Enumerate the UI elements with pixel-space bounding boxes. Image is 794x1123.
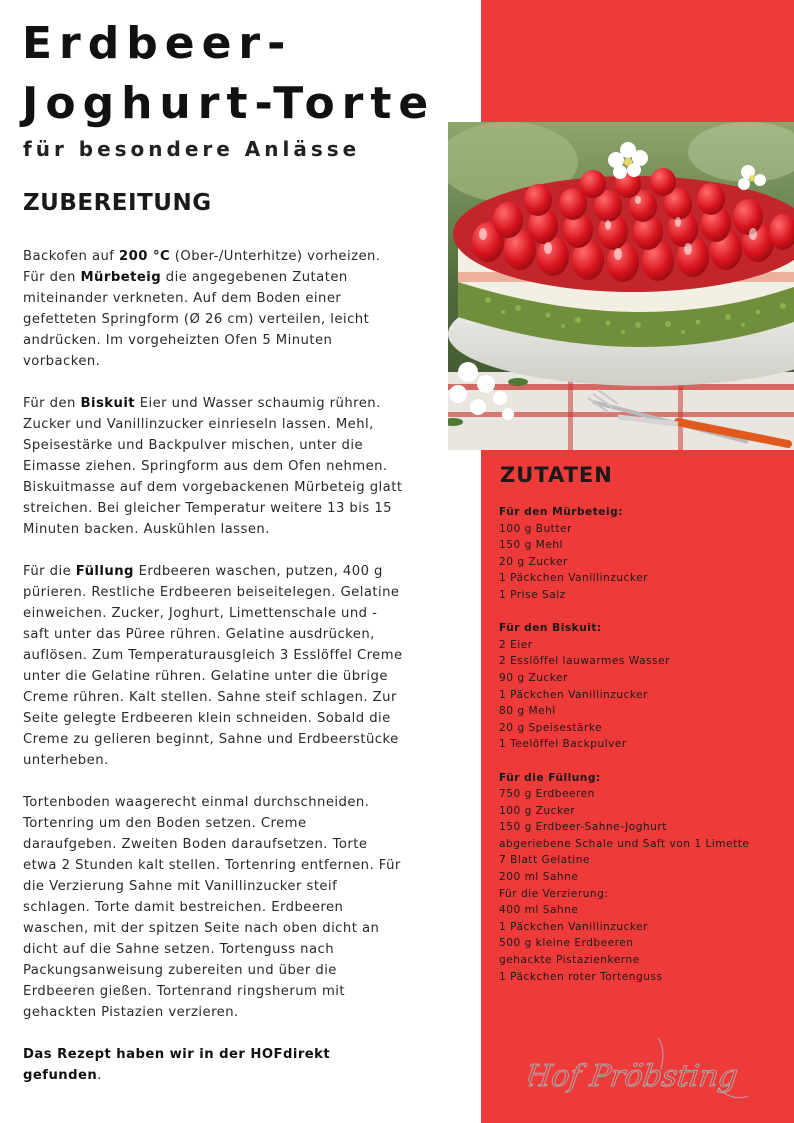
ingredient-item: 2 Eier: [499, 638, 533, 651]
ingredient-item: 1 Teelöffel Backpulver: [499, 738, 627, 751]
keyword-biskuit: Biskuit: [80, 396, 136, 411]
preparation-paragraph-biskuit: [23, 393, 403, 540]
ingredient-item: 1 Päckchen Vanillinzucker: [499, 572, 648, 585]
ingredient-group-fuellung: [499, 770, 789, 986]
ingredient-item: 150 g Erdbeer-Sahne-Joghurt: [499, 821, 667, 834]
ingredient-item: 100 g Butter: [499, 522, 572, 535]
source-note-bold: Das Rezept haben wir in der HOFdirekt gefunden: [23, 1047, 331, 1083]
title-line-1: Erdbeer-: [22, 18, 293, 69]
strawberry-cake-photo: [448, 122, 794, 450]
signature-text: Hof Pröbsting: [528, 1059, 740, 1094]
hof-proebsting-signature: [528, 1030, 758, 1110]
text-run: Erdbeeren waschen, putzen, 400 g pürieren. Restliche Erdbeeren beiseitelegen. Gelatine einweichen. Zucker, Joghurt, Limettenschale und -saft unter das Püree rühren. Gelatine ausdrücken, auflösen. Zum Temperaturausgleich 3 Esslöffel Creme unter die Gelatine rühren. Gelatine unter die übrige Creme rühren. Kalt stellen. Sahne steif schlagen. Zur Seite gelegte Erdbeeren klein schneiden. Sobald die Creme zu gelieren beginnt, Sahne und Erdbeerstücke unterheben.: [23, 564, 403, 768]
keyword-muerbeteig: Mürbeteig: [80, 270, 162, 285]
title-line-2: Joghurt-Torte: [22, 78, 436, 129]
preparation-heading: ZUBEREITUNG: [23, 190, 212, 216]
ingredient-item: 80 g Mehl: [499, 705, 556, 718]
preparation-paragraph-muerbeteig: [23, 246, 403, 372]
ingredient-group-heading: Für die Füllung:: [499, 771, 601, 784]
text-run: die angegebenen Zutaten miteinander verkneten. Auf dem Boden einer gefetteten Springform (Ø 26 cm) verteilen, leicht andrücken. Im vorgeheizten Ofen 5 Minuten vorbacken.: [23, 270, 370, 369]
ingredient-item: gehackte Pistazienkerne: [499, 954, 640, 967]
ingredient-item: 90 g Zucker: [499, 671, 568, 684]
ingredient-group-heading: Für den Biskuit:: [499, 622, 602, 635]
ingredient-item: 150 g Mehl: [499, 539, 563, 552]
ingredient-group-muerbeteig: [499, 504, 789, 604]
recipe-subtitle: für besondere Anlässe: [23, 137, 361, 161]
ingredient-item: 500 g kleine Erdbeeren: [499, 937, 634, 950]
ingredient-item: 1 Päckchen Vanillinzucker: [499, 688, 648, 701]
ingredient-item: 2 Esslöffel lauwarmes Wasser: [499, 655, 670, 668]
ingredient-item: 20 g Speisestärke: [499, 721, 603, 734]
preparation-text: [23, 246, 403, 1107]
source-note: [23, 1044, 403, 1086]
ingredient-item: 750 g Erdbeeren: [499, 788, 595, 801]
ingredient-item: 20 g Zucker: [499, 555, 568, 568]
text-run: Für den: [23, 396, 81, 411]
signature-logo: [528, 1030, 758, 1110]
ingredient-item: 100 g Zucker: [499, 804, 576, 817]
ingredient-group-heading: Für den Mürbeteig:: [499, 506, 623, 518]
ingredient-item: 1 Prise Salz: [499, 588, 566, 601]
keyword-fuellung: Füllung: [75, 564, 134, 579]
text-run: Eier und Wasser schaumig rühren. Zucker und Vanillinzucker einrieseln lassen. Mehl, Speisestärke und Backpulver mischen, unter die Eimasse ziehen. Springform aus dem Ofen nehmen. Biskuitmasse auf dem vorgebackenen Mürbeteig glatt streichen. Bei gleicher Temperatur weitere 13 bis 15 Minuten backen. Auskühlen lassen.: [23, 396, 403, 537]
ingredient-item: 400 ml Sahne: [499, 904, 579, 917]
ingredient-item: abgeriebene Schale und Saft von 1 Limette: [499, 837, 750, 850]
recipe-title: [22, 14, 435, 134]
ingredient-item: 1 Päckchen Vanillinzucker: [499, 920, 648, 933]
ingredient-item: 1 Päckchen roter Tortenguss: [499, 970, 663, 983]
ingredient-item: 200 ml Sahne: [499, 871, 579, 884]
source-note-end: .: [97, 1068, 102, 1083]
ingredient-subheading: Für die Verzierung:: [499, 887, 609, 900]
preparation-paragraph-assembly: Tortenboden waagerecht einmal durchschneiden. Tortenring um den Boden setzen. Creme daraufgeben. Zweiten Boden daraufsetzen. Torte etwa 2 Stunden kalt stellen. Tortenring entfernen. Für die Verzierung Sahne mit Vanillinzucker steif schlagen. Torte damit bestreichen. Erdbeeren waschen, mit der spitzen Seite nach oben dicht an dicht auf die Sahne setzen. Tortenguss nach Packungsanweisung zubereiten und über die Erdbeeren gießen. Tortenrand ringsherum mit gehackten Pistazien verzieren.: [23, 795, 401, 1020]
preparation-paragraph-fuellung: [23, 561, 403, 771]
ingredient-group-biskuit: [499, 620, 789, 753]
oven-temperature: 200 °C: [119, 249, 171, 264]
cake-photo-illustration: [448, 122, 794, 450]
ingredients-list: [499, 504, 789, 1002]
text-run: (Ober-/Unterhitze) vorheizen. Für den: [23, 249, 381, 285]
text-run: Für die: [23, 564, 76, 579]
ingredients-heading: ZUTATEN: [500, 463, 613, 487]
text-run: Backofen auf: [23, 249, 120, 264]
ingredient-item: 7 Blatt Gelatine: [499, 854, 590, 867]
